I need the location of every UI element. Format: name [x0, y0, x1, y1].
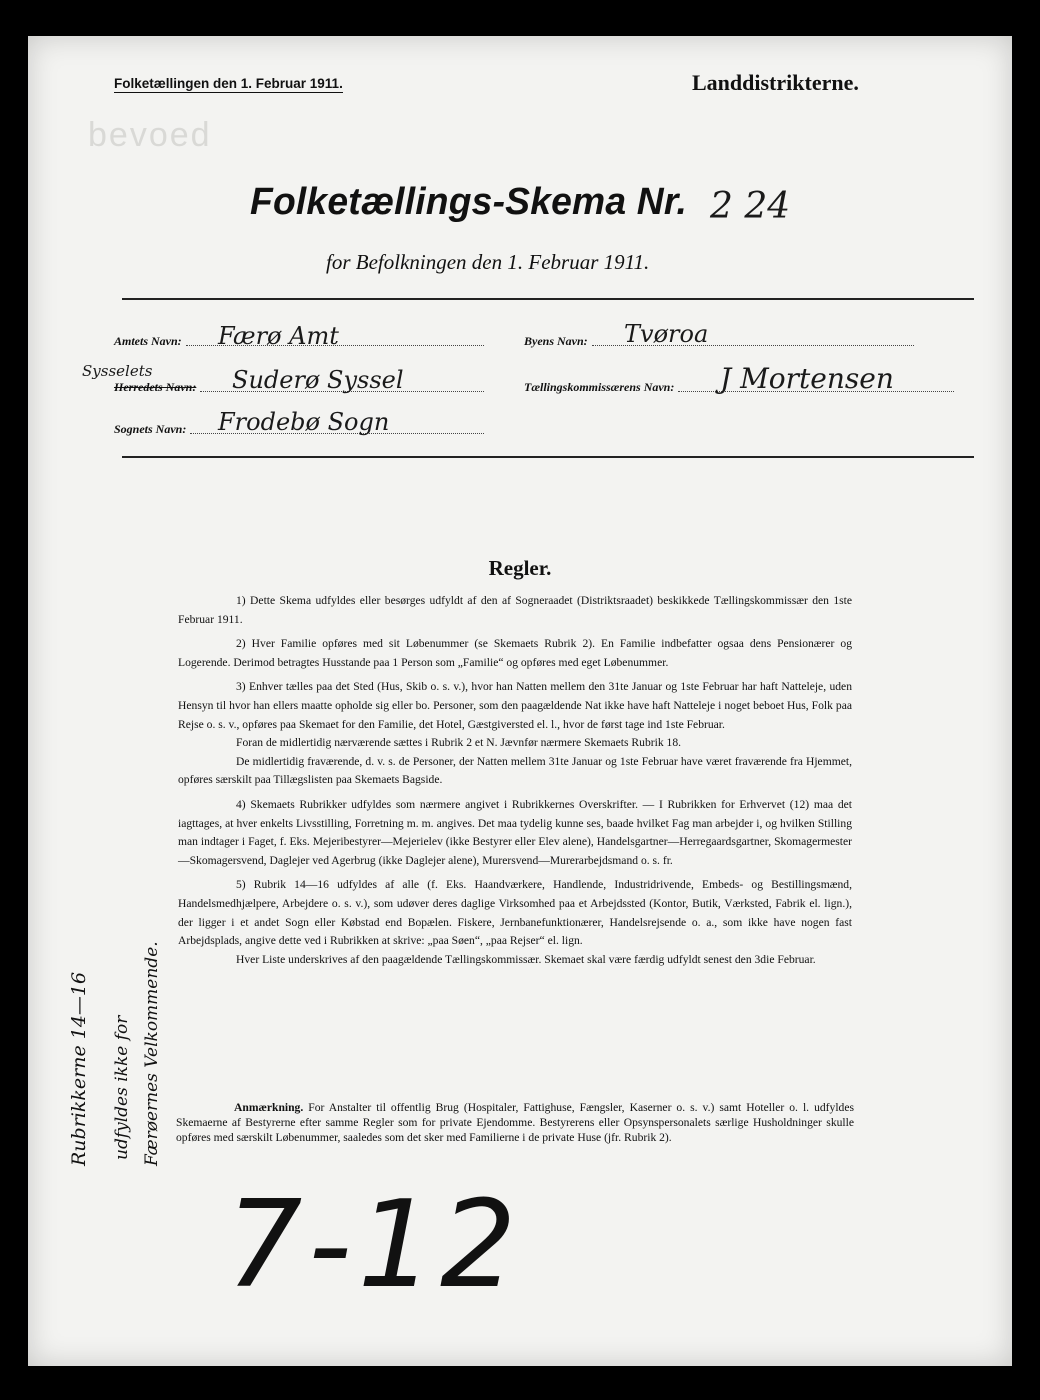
field-sogn-value: Frodebø Sogn: [218, 408, 390, 436]
field-amt-value: Færø Amt: [218, 322, 339, 350]
field-kommissaer-label: Tællingskommissærens Navn:: [524, 380, 675, 394]
header-district-type: Landdistrikterne.: [692, 70, 859, 95]
field-by-value: Tvøroa: [624, 320, 709, 348]
rule-paragraph: Foran de midlertidig nærværende sættes i Rubrik 2 et N. Jævnfør nærmere Skemaets Rubrik 18.: [236, 736, 682, 750]
rule-paragraph: 3) Enhver tælles paa det Sted (Hus, Skib o. s. v.), hvor han Natten mellem den 31te Januar og 1ste Februar har haft Natteleje, uden Hensyn til hvor han ellers maatte opholde sig eller bo. Personer, som den paagældende Nat ikke have haft Natteleje i noget beboet Hus, Folk paa Rejse o. s. v., opføres paa Skemaet for den Familie, det Hotel, Gæstgiversted el. l., hvor de først tage ind 1ste Februar.: [178, 680, 852, 731]
divider-top: [122, 298, 974, 300]
herred-prefix-handwritten: Sysselets: [82, 362, 153, 380]
note-block: [176, 1100, 854, 1145]
divider-bottom: [122, 456, 974, 458]
header-census-date: Folketællingen den 1. Februar 1911.: [114, 76, 343, 91]
field-kommissaer: [524, 362, 954, 395]
field-amt: [114, 322, 484, 350]
rule-paragraph: 5) Rubrik 14—16 udfyldes af alle (f. Eks. Haandværkere, Handlende, Industridrivende, Embeds- og Bestillingsmænd, Handelsmedhjælpere, Arbejdere o. s. v.), som udøver deres daglige Virksomhed paa et Arbejdssted (Kontor, Butik, Værksted, Fabrik el. lign.), der ligger i et andet Sogn eller Købstad end Bopælen. Fiskere, Jernbanefunktionærer, Handelsrejsende o. a., som ikke have nogen fast Arbejdsplads, angive dette ved i Rubrikken at skrive: „paa Søen“, „paa Rejser“ el. lign.: [178, 878, 852, 948]
field-by-label: Byens Navn:: [524, 334, 588, 348]
rule-paragraph: De midlertidig fraværende, d. v. s. de Personer, der Natten mellem 31te Januar og 1ste Februar have været fraværende fra Hjemmet, opføres særskilt paa Tillægslisten paa Skemaets Bagside.: [178, 754, 852, 787]
census-form-page: [28, 36, 1012, 1366]
handwritten-range: 7-12: [226, 1176, 523, 1315]
form-subtitle: for Befolkningen den 1. Februar 1911.: [326, 250, 650, 274]
margin-note-line-2: udfyldes ikke for: [112, 1015, 132, 1160]
rule-paragraph: 4) Skemaets Rubrikker udfyldes som nærmere angivet i Rubrikkernes Overskrifter. — I Rubrikken for Erhvervet (12) maa det iagttages, at hver enkelts Livsstilling, Forretning m. m. angives. Det maa tydelig kunne ses, baade hvilket Fag man arbejder i, og hvilken Stilling man indtager i Faget, f. Eks. Mejeribestyrer—Mejerielev (ikke Bestyrer eller Elev alene), Handelsgartner—Herregaardsgartner, Skomagermester—Skomagersvend, Daglejer ved Agerbrug (ikke Daglejer alene), Murersvend—Murerarbejdsmand o. s. fr.: [178, 797, 852, 867]
field-amt-label: Amtets Navn:: [114, 334, 182, 348]
field-herred-value: Suderø Syssel: [232, 366, 404, 394]
field-sogn-label: Sognets Navn:: [114, 422, 187, 436]
margin-note-line-1: Rubrikkerne 14—16: [68, 971, 90, 1166]
rule-paragraph: Hver Liste underskrives af den paagældende Tællingskommissær. Skemaet skal være færdig udfyldt senest den 3die Februar.: [236, 952, 816, 966]
field-kommissaer-value: J Mortensen: [720, 362, 894, 395]
rules-body: [178, 592, 852, 975]
rule-paragraph: 1) Dette Skema udfyldes eller besørges udfyldt af den af Sogneraadet (Distriktsraadet) beskikkede Tællingskommissær den 1ste Februar 1911.: [178, 594, 852, 626]
form-number-handwritten: 2 24: [710, 186, 791, 227]
field-herred: [114, 366, 484, 395]
form-title: Folketællings-Skema Nr.: [250, 181, 688, 223]
rule-paragraph: 2) Hver Familie opføres med sit Løbenummer (se Skemaets Rubrik 2). En Familie indbefatter ogsaa dens Pensionærer og Logerende. Derimod betragtes Husstande paa 1 Person som „Familie“ og opføres med eget Løbenummer.: [178, 637, 852, 669]
margin-note-line-3: Færøernes Velkommende.: [142, 941, 162, 1166]
field-herred-label: Herredets Navn:: [114, 380, 197, 394]
note-text: For Anstalter til offentlig Brug (Hospitaler, Fattighuse, Fængsler, Kaserner o. s. v.) samt Hoteller o. l. udfyldes Skemaerne af Bestyrerne efter samme Regler som for private Ejendomme. Bestyrerens eller Opsynspersonalets særlige Husholdninger skulle opføres med særskilt Løbenummer, saaledes som det sker med Familierne i de private Huse (jfr. Rubrik 2).: [176, 1101, 855, 1144]
field-by: [524, 320, 914, 349]
rules-heading: Regler.: [488, 556, 552, 580]
bleed-through-mark: bevoed: [88, 116, 212, 154]
note-lead: Anmærkning.: [234, 1101, 304, 1114]
field-sogn: [114, 408, 484, 437]
